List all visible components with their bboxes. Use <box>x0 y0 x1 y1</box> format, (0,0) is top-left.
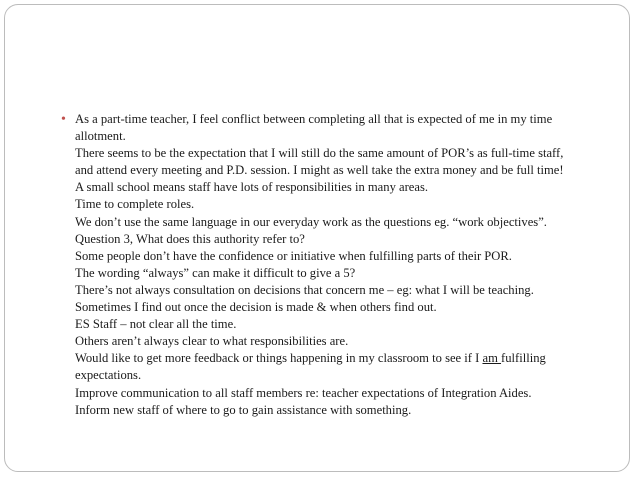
text-line: Question 3, What does this authority refer to? <box>75 231 305 246</box>
text-line: Time to complete roles. <box>75 197 195 212</box>
feedback-line <box>75 350 615 367</box>
text-line: We don’t use the same language in our everyday work as the questions eg. “work objectives”. <box>75 214 547 229</box>
text-line: Improve communication to all staff members re: teacher expectations of Integration Aides. <box>75 385 532 400</box>
feedback-line-underlined: am <box>482 351 502 366</box>
bullet-text-block <box>61 111 615 419</box>
text-line: Inform new staff of where to go to gain assistance with something. <box>75 402 412 417</box>
text-line: allotment. <box>75 129 126 144</box>
text-line: and attend every meeting and P.D. session. I might as well take the extra money and be full time! <box>75 163 564 178</box>
text-line: There’s not always consultation on decisions that concern me – eg: what I will be teaching. <box>75 282 534 297</box>
feedback-line-before: Would like to get more feedback or things happening in my classroom to see if I <box>75 351 483 366</box>
text-line: Sometimes I find out once the decision is made & when others find out. <box>75 300 437 315</box>
text-line: Others aren’t always clear to what responsibilities are. <box>75 334 349 349</box>
slide-frame <box>4 4 630 472</box>
text-line: A small school means staff have lots of responsibilities in many areas. <box>75 180 429 195</box>
feedback-line-after: fulfilling <box>501 351 546 366</box>
bullet-dot-icon: • <box>61 112 66 127</box>
text-line: Some people don’t have the confidence or initiative when fulfilling parts of their POR. <box>75 248 512 263</box>
text-line: The wording “always” can make it difficult to give a 5? <box>75 265 356 280</box>
text-line: There seems to be the expectation that I will still do the same amount of POR’s as full-time staff, <box>75 146 564 161</box>
text-line: expectations. <box>75 368 142 383</box>
text-line: ES Staff – not clear all the time. <box>75 317 237 332</box>
text-line: As a part-time teacher, I feel conflict between completing all that is expected of me in my time <box>75 112 553 126</box>
